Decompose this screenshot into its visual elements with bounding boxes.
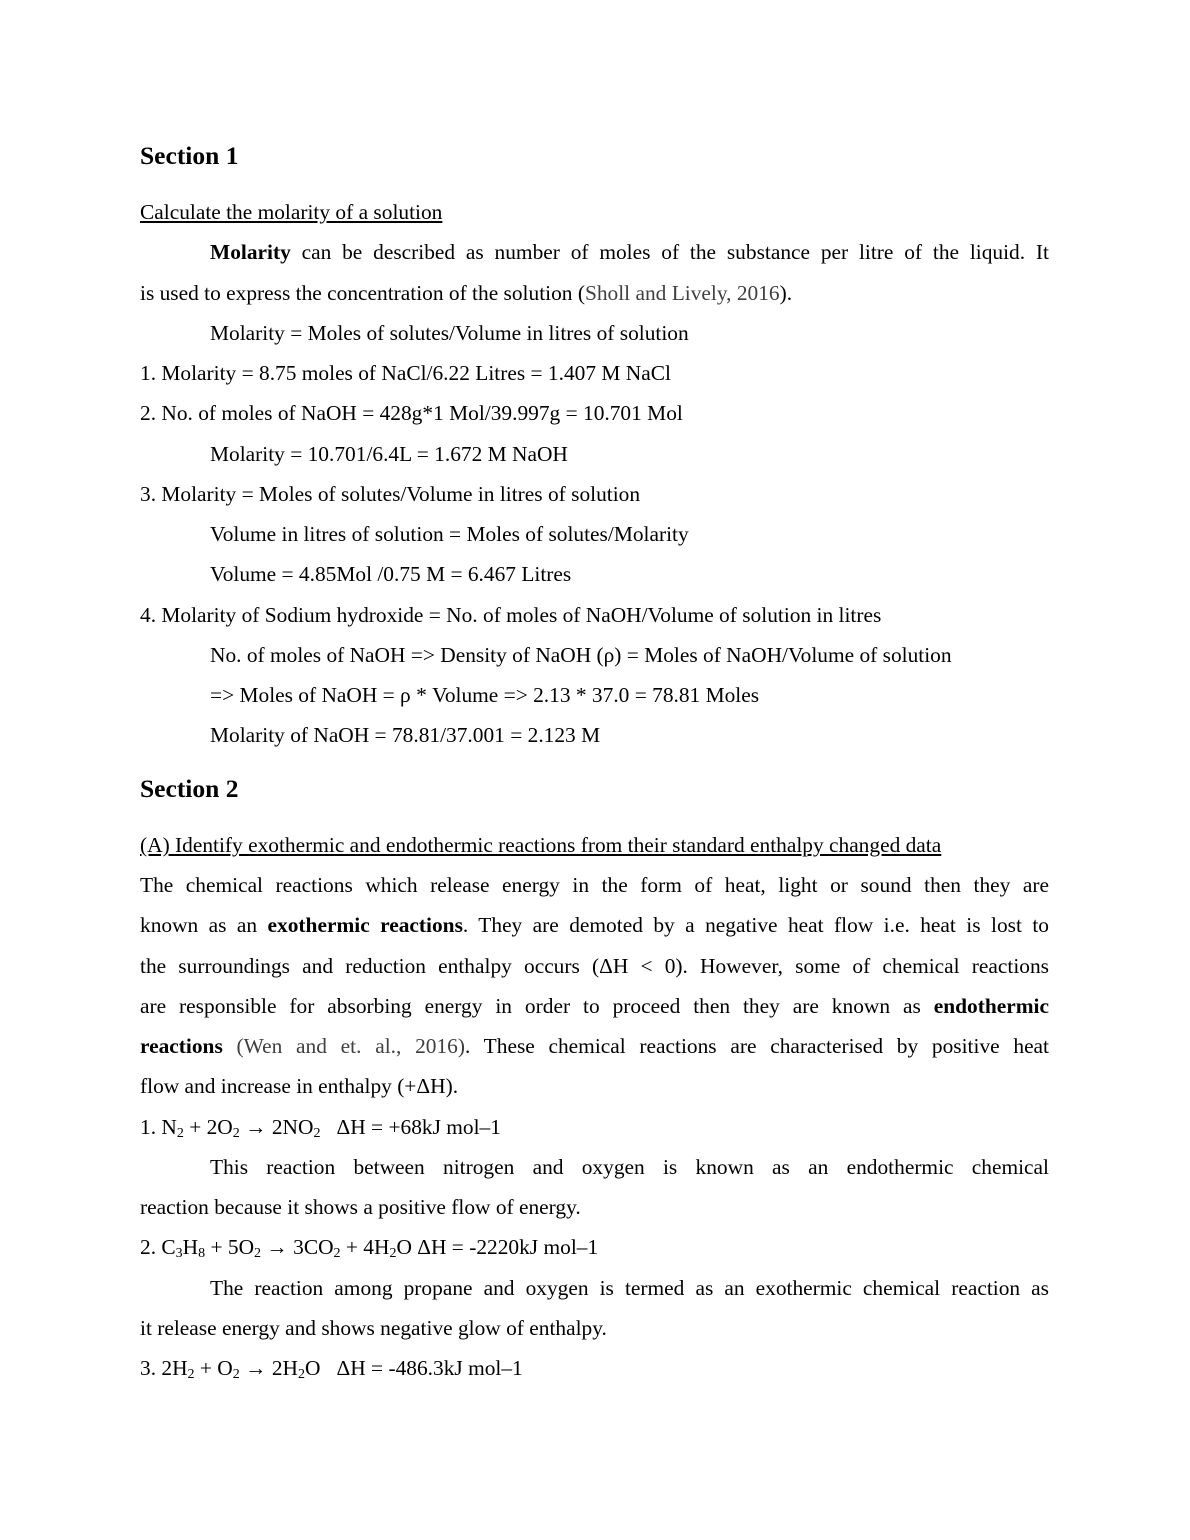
question-4-step-1: No. of moles of NaOH => Density of NaOH (ρ) = Moles of NaOH/Volume of solution xyxy=(210,643,952,667)
molarity-formula: Molarity = Moles of solutes/Volume in litres of solution xyxy=(210,321,689,345)
paragraph-line-5: reactions (Wen and et. al., 2016). These chemical reactions are characterised by positive heat xyxy=(140,1034,1049,1058)
exothermic-term: exothermic reactions xyxy=(267,913,463,937)
reaction-2-equation: 2. $C_3H_8 + 5O_2 \to 3CO_2 + 4H_2O$ ΔH = -2220kJ mol–1 xyxy=(140,1235,599,1261)
question-4-step-2: => Moles of NaOH = ρ * Volume => 2.13 * 37.0 = 78.81 Moles xyxy=(210,683,760,707)
section-2-heading: Section 2 xyxy=(140,774,239,803)
question-3-result: Volume = 4.85Mol /0.75 M = 6.467 Litres xyxy=(210,562,572,586)
endothermic-term: endothermic xyxy=(933,994,1049,1018)
question-3: 3. Molarity = Moles of solutes/Volume in litres of solution xyxy=(140,482,641,506)
molarity-definition-line-2: is used to express the concentration of the solution (Sholl and Lively, 2016). xyxy=(140,281,793,305)
question-3-step: Volume in litres of solution = Moles of solutes/Molarity xyxy=(210,522,689,546)
paragraph-line-4: are responsible for absorbing energy in order to proceed then they are known as endothermic xyxy=(140,994,1049,1018)
section-1-heading: Section 1 xyxy=(140,141,239,170)
citation: (Wen and et. al., 2016) xyxy=(236,1034,465,1058)
reaction-1-explanation-line-1: This reaction between nitrogen and oxygen is known as an endothermic chemical xyxy=(210,1155,1049,1179)
paragraph-line-6: flow and increase in enthalpy (+ΔH). xyxy=(140,1074,459,1098)
section-2-subheading: (A) Identify exothermic and endothermic reactions from their standard enthalpy changed data xyxy=(140,833,942,857)
reaction-2-explanation-line-2: it release energy and shows negative glow of enthalpy. xyxy=(140,1316,607,1340)
reaction-3-equation: 3. $2H_2 + O_2 \to 2H_2O$ ΔH = -486.3kJ mol–1 xyxy=(140,1356,523,1382)
paragraph-line-1: The chemical reactions which release energy in the form of heat, light or sound then they are xyxy=(140,873,1049,897)
question-4-result: Molarity of NaOH = 78.81/37.001 = 2.123 M xyxy=(210,723,601,747)
molarity-definition-line-1: Molarity can be described as number of moles of the substance per litre of the liquid. It xyxy=(210,240,1049,264)
paragraph-line-2: known as an exothermic reactions. They are demoted by a negative heat flow i.e. heat is lost to xyxy=(140,913,1049,937)
paragraph-line-3: the surroundings and reduction enthalpy occurs (ΔH < 0). However, some of chemical reactions xyxy=(140,954,1049,978)
reaction-1-explanation-line-2: reaction because it shows a positive flow of energy. xyxy=(140,1195,581,1219)
question-2-result: Molarity = 10.701/6.4L = 1.672 M NaOH xyxy=(210,442,568,466)
section-1-subheading: Calculate the molarity of a solution xyxy=(140,200,443,224)
molarity-term: Molarity xyxy=(210,240,291,264)
citation: Sholl and Lively, 2016 xyxy=(584,281,780,305)
question-2: 2. No. of moles of NaOH = 428g*1 Mol/39.997g = 10.701 Mol xyxy=(140,401,683,425)
question-4: 4. Molarity of Sodium hydroxide = No. of moles of NaOH/Volume of solution in litres xyxy=(140,603,882,627)
reaction-2-explanation-line-1: The reaction among propane and oxygen is termed as an exothermic chemical reaction as xyxy=(210,1276,1049,1300)
reaction-1-equation: 1. $N_2 + 2O_2 \to 2NO_2$ ΔH = +68kJ mol–1 xyxy=(140,1115,501,1141)
question-1: 1. Molarity = 8.75 moles of NaCl/6.22 Litres = 1.407 M NaCl xyxy=(140,361,671,385)
